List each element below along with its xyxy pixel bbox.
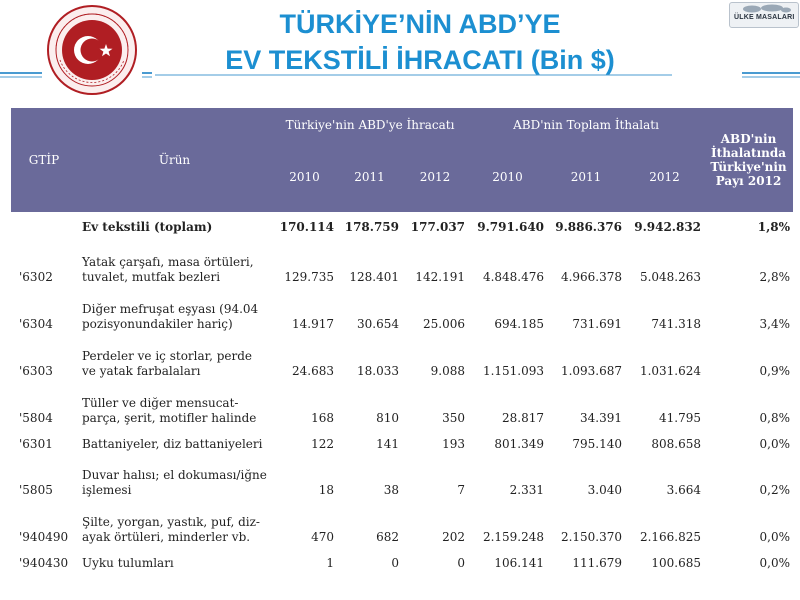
cell-share: 0,8% [759, 411, 791, 425]
cell-share: 0,0% [759, 437, 791, 451]
cell-import-2010: 694.185 [494, 317, 545, 331]
cell-import-2010: 1.151.093 [482, 364, 545, 378]
export-table [11, 108, 793, 574]
cell-export-2010: 470 [311, 530, 334, 544]
cell-export-2012: 350 [442, 411, 466, 425]
cell-export-2012: 0 [457, 556, 466, 570]
cell-gtip: '6303 [19, 364, 53, 378]
cell-gtip: '940430 [19, 556, 69, 570]
cell-product: Tüller ve diğer mensucat-parça, şerit, motifler halinde [82, 396, 257, 425]
cell-share: 3,4% [759, 317, 791, 331]
cell-import-2010: 801.349 [494, 437, 545, 451]
cell-import-2012: 2.166.825 [639, 530, 702, 544]
cell-import-2012: 808.658 [651, 437, 702, 451]
cell-export-2010: 1 [326, 556, 334, 570]
ulke-masalari-logo [729, 2, 799, 28]
cell-export-2010: 24.683 [292, 364, 334, 378]
logo-text: ÜLKE MASALARI [734, 14, 795, 21]
cell-import-2010: 4.848.476 [482, 270, 545, 284]
col-header-year: 2010 [272, 142, 337, 212]
cell-import-2011: 731.691 [572, 317, 623, 331]
cell-export-2011: 141 [376, 437, 399, 451]
cell-export-2011: 128.401 [349, 270, 399, 284]
cell-export-2012: 142.191 [415, 270, 466, 284]
table-row [11, 455, 793, 502]
cell-product: Ev tekstili (toplam) [82, 219, 213, 234]
table-row [11, 549, 793, 574]
cell-import-2012: 5.048.263 [639, 270, 702, 284]
cell-share: 0,0% [759, 556, 791, 570]
table-row [11, 430, 793, 455]
cell-export-2011: 38 [383, 483, 399, 497]
cell-export-2011: 30.654 [357, 317, 399, 331]
cell-export-2012: 25.006 [423, 317, 466, 331]
cell-export-2010: 18 [318, 483, 334, 497]
cell-export-2011: 0 [391, 556, 399, 570]
cell-product: Uyku tulumları [82, 556, 174, 570]
cell-export-2010: 168 [311, 411, 334, 425]
cell-import-2011: 111.679 [572, 556, 623, 570]
col-header-import-group: ABD'nin Toplam İthalatı [468, 108, 704, 142]
header-divider-lines [0, 70, 800, 80]
cell-share: 1,8% [757, 219, 791, 234]
table-row [11, 242, 793, 289]
cell-export-2012: 9.088 [430, 364, 466, 378]
col-header-year: 2011 [337, 142, 402, 212]
cell-product: Yatak çarşafı, masa örtüleri, tuvalet, mutfak bezleri [82, 255, 254, 284]
table-row [11, 383, 793, 430]
col-header-year: 2012 [402, 142, 468, 212]
cell-export-2011: 178.759 [344, 219, 399, 234]
cell-export-2011: 18.033 [357, 364, 399, 378]
cell-import-2012: 3.664 [666, 483, 702, 497]
table-row-total [11, 212, 793, 242]
table-row [11, 289, 793, 336]
cell-product: Battaniyeler, diz battaniyeleri [82, 437, 263, 451]
cell-share: 0,9% [759, 364, 791, 378]
table-row [11, 336, 793, 383]
cell-share: 0,0% [759, 530, 791, 544]
cell-product: Perdeler ve iç storlar, perde ve yatak farbalaları [82, 349, 252, 378]
cell-gtip: '5805 [19, 483, 53, 497]
cell-gtip [11, 212, 77, 242]
cell-import-2012: 41.795 [659, 411, 702, 425]
cell-import-2011: 2.150.370 [560, 530, 623, 544]
cell-export-2012: 193 [442, 437, 466, 451]
cell-export-2010: 14.917 [292, 317, 334, 331]
col-header-share: ABD'nin İthalatında Türkiye'nin Payı 2012 [704, 108, 793, 212]
cell-export-2010: 170.114 [279, 219, 334, 234]
cell-product: Diğer mefruşat eşyası (94.04 pozisyonundakiler hariç) [82, 302, 259, 331]
cell-export-2011: 810 [376, 411, 399, 425]
table-row [11, 502, 793, 549]
page-title [170, 6, 670, 78]
cell-gtip: '940490 [19, 530, 69, 544]
cell-gtip: '6301 [19, 437, 53, 451]
cell-import-2012: 100.685 [651, 556, 702, 570]
cell-gtip: '6304 [19, 317, 53, 331]
cell-import-2012: 9.942.832 [634, 219, 702, 234]
cell-export-2010: 129.735 [284, 270, 334, 284]
cell-product: Şilte, yorgan, yastık, puf, diz-ayak örtüleri, minderler vb. [82, 515, 260, 544]
cell-import-2012: 741.318 [651, 317, 702, 331]
cell-share: 0,2% [759, 483, 791, 497]
cell-import-2011: 1.093.687 [560, 364, 623, 378]
cell-import-2010: 2.159.248 [482, 530, 545, 544]
title-line-1: TÜRKİYE’NİN ABD’YE [279, 9, 561, 39]
cell-import-2010: 9.791.640 [477, 219, 545, 234]
cell-gtip: '5804 [19, 411, 53, 425]
cell-import-2010: 106.141 [494, 556, 545, 570]
cell-import-2012: 1.031.624 [639, 364, 702, 378]
cell-export-2012: 202 [442, 530, 466, 544]
cell-import-2010: 28.817 [502, 411, 545, 425]
cell-export-2011: 682 [376, 530, 399, 544]
cell-gtip: '6302 [19, 270, 53, 284]
col-header-export-group: Türkiye'nin ABD'ye İhracatı [272, 108, 468, 142]
cell-export-2010: 122 [311, 437, 334, 451]
cell-import-2011: 795.140 [572, 437, 623, 451]
cell-import-2011: 34.391 [580, 411, 623, 425]
cell-import-2011: 3.040 [587, 483, 623, 497]
cell-import-2011: 9.886.376 [555, 219, 623, 234]
col-header-year: 2010 [468, 142, 547, 212]
cell-import-2011: 4.966.378 [560, 270, 623, 284]
cell-export-2012: 177.037 [410, 219, 466, 234]
col-header-year: 2011 [547, 142, 625, 212]
col-header-year: 2012 [625, 142, 704, 212]
cell-share: 2,8% [759, 270, 791, 284]
cell-export-2012: 7 [457, 483, 466, 497]
ministry-seal-logo [46, 4, 138, 96]
title-line-2: EV TEKSTİLİ İHRACATI (Bin $) [225, 45, 615, 75]
col-header-urun: Ürün [77, 108, 272, 212]
col-header-gtip: GTİP [11, 108, 77, 212]
cell-import-2010: 2.331 [509, 483, 545, 497]
cell-product: Duvar halısı; el dokuması/iğne işlemesi [82, 468, 267, 497]
